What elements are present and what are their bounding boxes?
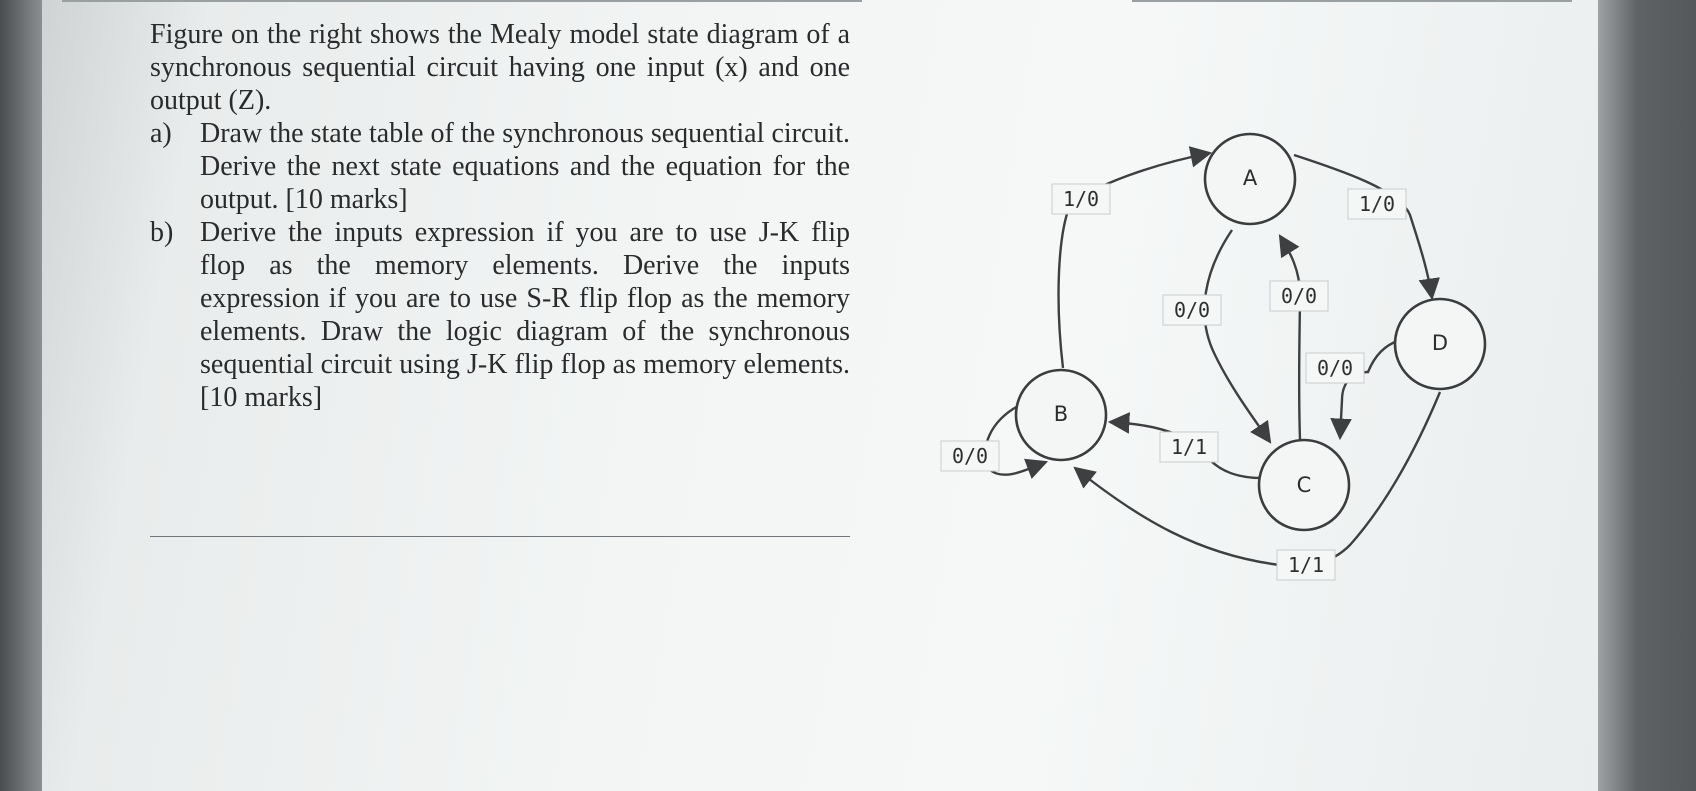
transition-label: 1/0 — [1358, 192, 1396, 216]
state-b — [1016, 370, 1106, 460]
transition-label: 1/1 — [1287, 553, 1325, 577]
transition-edge — [1204, 230, 1270, 442]
transition-label: 0/0 — [1173, 298, 1211, 322]
transition-label: 1/0 — [1062, 187, 1100, 211]
state-label: D — [1431, 331, 1449, 355]
transition-edge — [1294, 155, 1432, 298]
part-label: a) — [150, 118, 172, 149]
state-label: C — [1296, 473, 1312, 497]
transition-label: 0/0 — [1280, 284, 1318, 308]
state-c — [1259, 440, 1349, 530]
transition-label: 0/0 — [951, 444, 989, 468]
part-text: Derive the inputs expression if you are to use J-K flip flop as the memory elements. Derive the inputs expression if you are to use S-R flip flop as the memory elements. Draw the logic diagram of the synchronous sequential circuit using J-K flip flop as memory elements. [10 marks] — [200, 217, 850, 413]
question-intro: Figure on the right shows the Mealy model state diagram of a synchronous sequential circuit having one input (x) and one output (Z). — [150, 19, 850, 116]
transition-label: 0/0 — [1316, 356, 1354, 380]
state-label: A — [1242, 166, 1258, 190]
state-label: B — [1053, 402, 1069, 426]
state-d — [1395, 299, 1485, 389]
transition-label: 1/1 — [1170, 435, 1208, 459]
state-a — [1205, 134, 1295, 224]
transition-edge — [1280, 236, 1300, 440]
part-text: Draw the state table of the synchronous sequential circuit. Derive the next state equations and the equation for the output. [10 marks] — [200, 118, 850, 215]
part-label: b) — [150, 217, 174, 248]
